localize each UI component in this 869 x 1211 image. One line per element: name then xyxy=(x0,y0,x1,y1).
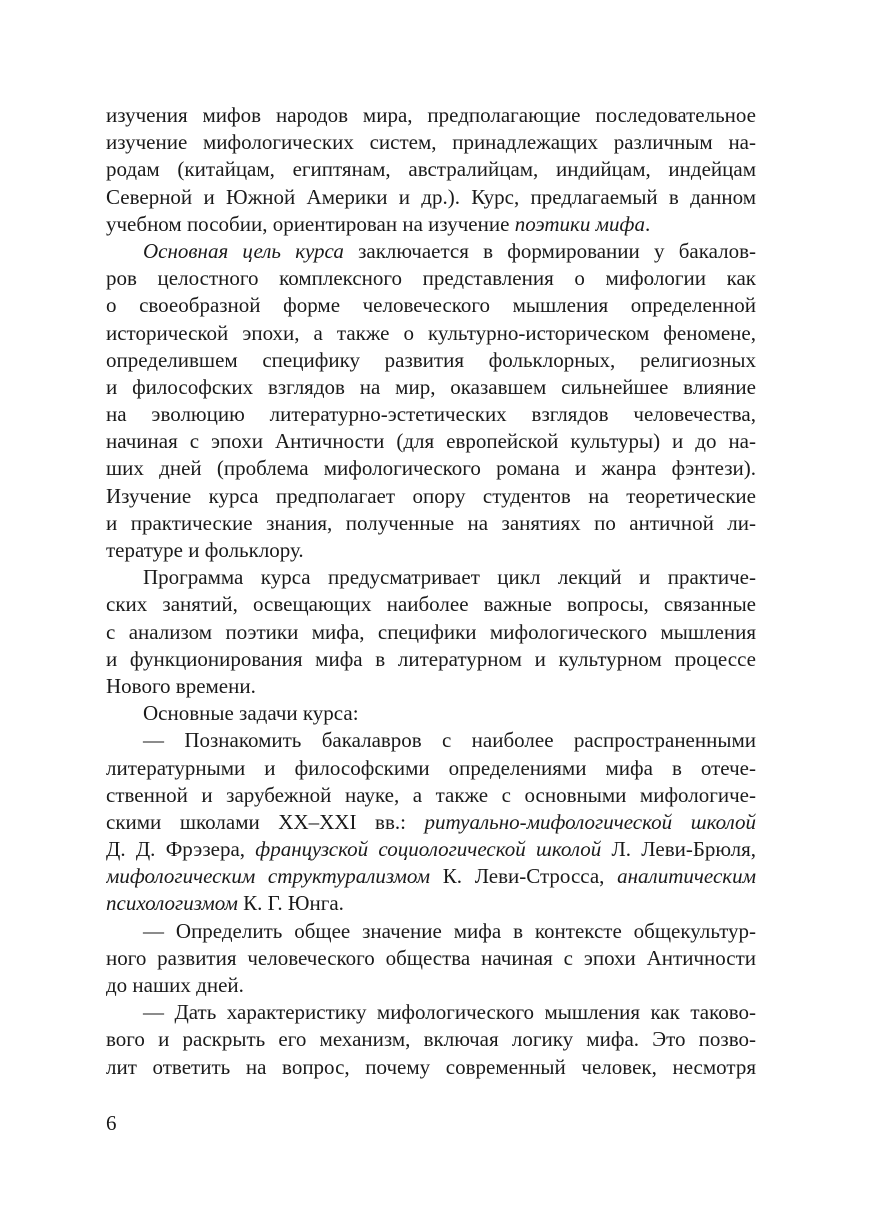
text-line xyxy=(106,1054,756,1081)
text-line xyxy=(106,999,756,1026)
text-line xyxy=(106,537,756,564)
text-run: заключается в формировании у бакалов- xyxy=(343,238,756,263)
text-line xyxy=(106,238,756,265)
text-line xyxy=(106,646,756,673)
text-line xyxy=(106,918,756,945)
text-run: и функционирования мифа в литературном и культурном процессе xyxy=(106,646,756,671)
text-line xyxy=(106,945,756,972)
text-line xyxy=(106,863,756,890)
text-line xyxy=(106,619,756,646)
text-line xyxy=(106,102,756,129)
text-run: Л. Леви-Брюля, xyxy=(601,837,756,862)
text-run: и практические знания, полученные на занятиях по античной ли- xyxy=(106,510,756,535)
italic-text: ритуально-мифологической школой xyxy=(424,809,756,834)
text-line xyxy=(106,727,756,754)
text-line xyxy=(106,782,756,809)
text-run: . xyxy=(644,211,651,236)
text-line xyxy=(106,292,756,319)
text-run: К. Леви-Стросса, xyxy=(430,864,618,889)
text-line xyxy=(106,156,756,183)
text-line xyxy=(106,755,756,782)
text-run: К. Г. Юнга. xyxy=(237,891,344,916)
text-line xyxy=(106,836,756,863)
text-run: вого и раскрыть его механизм, включая логику мифа. Это позво- xyxy=(106,1027,756,1052)
text-line xyxy=(106,401,756,428)
text-line xyxy=(106,809,756,836)
page-number: 6 xyxy=(106,1111,117,1135)
body-text xyxy=(106,102,756,1081)
text-run: изучения мифов народов мира, предполагающие последовательное xyxy=(106,103,756,127)
text-line xyxy=(106,374,756,401)
text-run: тературе и фольклору. xyxy=(106,538,304,562)
text-run: и философских взглядов на мир, оказавшем сильнейшее влияние xyxy=(106,374,756,399)
text-run: о своеобразной форме человеческого мышления определенной xyxy=(106,293,756,318)
text-run: Северной и Южной Америки и др.). Курс, предлагаемый в данном xyxy=(106,184,756,209)
text-line xyxy=(106,265,756,292)
text-run: Программа курса предусматривает цикл лекций и практиче- xyxy=(143,565,756,590)
text-line xyxy=(106,455,756,482)
text-run: ного развития человеческого общества начиная с эпохи Античности xyxy=(106,945,756,970)
text-run: изучение мифологических систем, принадлежащих различным на- xyxy=(106,130,756,155)
text-run: Изучение курса предполагает опору студентов на теоретические xyxy=(106,483,756,508)
text-run: лит ответить на вопрос, почему современный человек, несмотря xyxy=(106,1054,756,1079)
text-run: скими школами XX–XXI вв.: xyxy=(106,809,425,834)
text-run: ров целостного комплексного представления о мифологии как xyxy=(106,266,756,291)
text-run: начиная с эпохи Античности (для европейской культуры) и до на- xyxy=(106,429,756,454)
text-run: определившем специфику развития фольклорных, религиозных xyxy=(106,347,756,372)
text-run: ственной и зарубежной науке, а также с основными мифологиче- xyxy=(106,782,756,807)
italic-text: аналитическим xyxy=(617,864,756,889)
text-run: до наших дней. xyxy=(106,973,244,997)
text-run: Д. Д. Фрэзера, xyxy=(106,837,256,862)
text-line xyxy=(106,1026,756,1053)
text-line xyxy=(106,673,756,700)
text-line xyxy=(106,320,756,347)
text-run: ских занятий, освещающих наиболее важные вопросы, связанные xyxy=(106,592,756,617)
text-run: — Познакомить бакалавров с наиболее распространенными xyxy=(143,728,756,753)
text-run: — Дать характеристику мифологического мышления как таково- xyxy=(143,1000,756,1025)
text-run: исторической эпохи, а также о культурно-историческом феномене, xyxy=(106,320,756,345)
text-line xyxy=(106,972,756,999)
text-line xyxy=(106,510,756,537)
text-run: Основные задачи курса: xyxy=(143,701,359,726)
text-line xyxy=(106,591,756,618)
text-line xyxy=(106,211,756,238)
italic-text: поэтики мифа xyxy=(514,211,645,236)
text-run: на эволюцию литературно-эстетических взглядов человечества, xyxy=(106,402,756,427)
italic-text: мифологическим структурализмом xyxy=(106,864,431,889)
italic-text: Основная цель курса xyxy=(143,238,344,263)
text-run: Нового времени. xyxy=(106,673,256,698)
text-line xyxy=(106,347,756,374)
text-line xyxy=(106,890,756,917)
text-line xyxy=(106,184,756,211)
text-run: учебном пособии, ориентирован на изучение xyxy=(106,211,515,236)
text-run: ших дней (проблема мифологического романа и жанра фэнтези). xyxy=(106,456,756,481)
text-line xyxy=(106,564,756,591)
text-line xyxy=(106,700,756,727)
text-line xyxy=(106,483,756,510)
italic-text: психологизмом xyxy=(106,891,238,916)
text-run: — Определить общее значение мифа в контексте общекультур- xyxy=(143,918,756,943)
text-line xyxy=(106,129,756,156)
text-run: родам (китайцам, египтянам, австралийцам, индийцам, индейцам xyxy=(106,157,756,182)
text-run: с анализом поэтики мифа, специфики мифологического мышления xyxy=(106,619,756,644)
text-line xyxy=(106,428,756,455)
text-run: литературными и философскими определениями мифа в отече- xyxy=(106,755,756,780)
italic-text: французской социологической школой xyxy=(255,837,602,862)
